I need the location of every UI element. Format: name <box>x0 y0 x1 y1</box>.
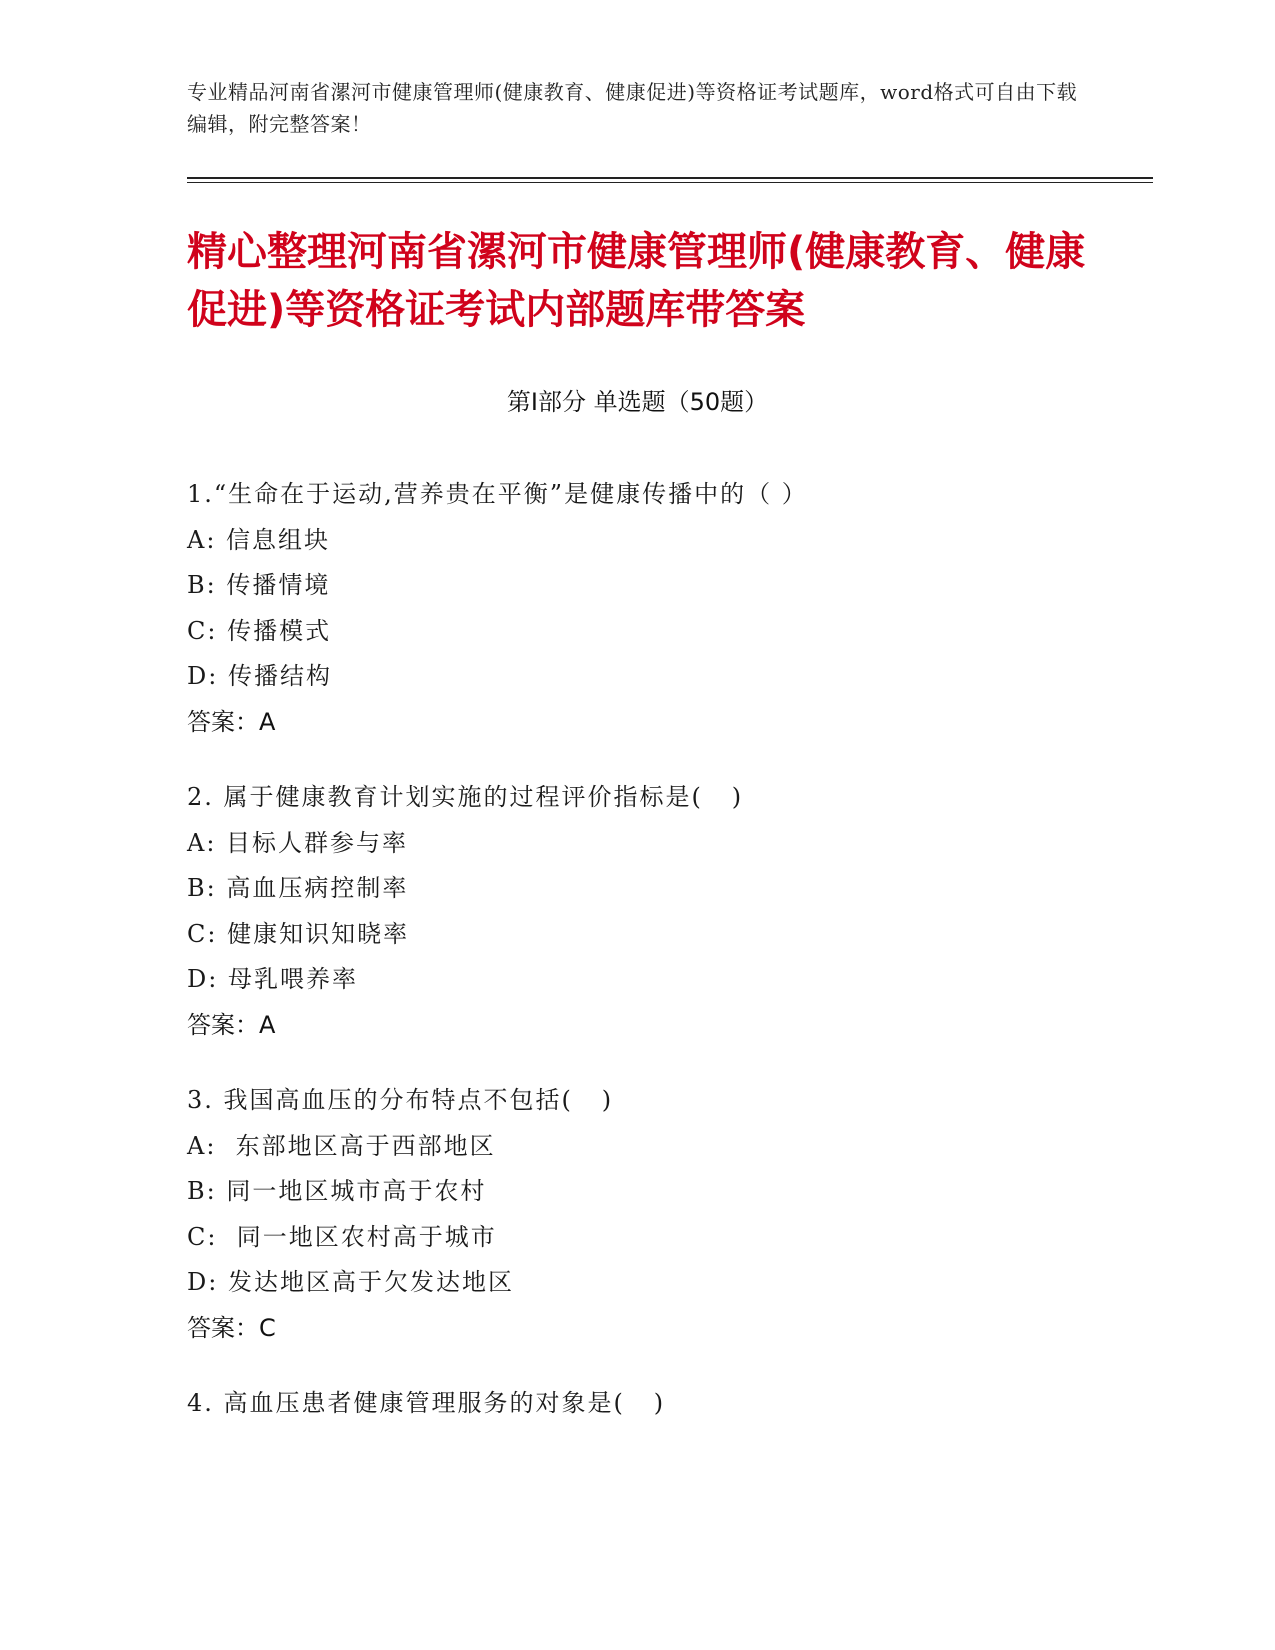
option-c: C: 同一地区农村高于城市 <box>187 1222 497 1251</box>
option-a: A: 东部地区高于西部地区 <box>187 1131 496 1160</box>
option-a: A: 信息组块 <box>187 525 331 554</box>
document-title: 精心整理河南省漯河市健康管理师(健康教育、健康促进)等资格证考试内部题库带答案 <box>187 229 1086 333</box>
header-divider-thick <box>187 177 1153 179</box>
question-2 <box>187 775 1147 1048</box>
question-3 <box>187 1078 1147 1351</box>
option-b: B: 传播情境 <box>187 571 331 599</box>
question-4 <box>187 1381 1147 1427</box>
option-c: C: 传播模式 <box>187 616 332 645</box>
question-stem: 2. 属于健康教育计划实施的过程评价指标是( ) <box>187 783 744 811</box>
question-stem: 1.“生命在于运动,营养贵在平衡”是健康传播中的（ ） <box>187 480 808 508</box>
option-d: D: 传播结构 <box>187 662 332 690</box>
question-1 <box>187 472 1147 745</box>
option-b: B: 同一地区城市高于农村 <box>187 1177 487 1205</box>
question-list <box>187 472 1147 1457</box>
question-stem: 3. 我国高血压的分布特点不包括( ) <box>187 1086 614 1114</box>
answer: 答案：A <box>187 707 276 736</box>
option-d: D: 发达地区高于欠发达地区 <box>187 1268 514 1296</box>
option-c: C: 健康知识知晓率 <box>187 919 410 948</box>
option-a: A: 目标人群参与率 <box>187 828 409 857</box>
section-title: 第Ⅰ部分 单选题（50题） <box>506 388 769 416</box>
header-divider-thin <box>187 182 1153 183</box>
answer: 答案：C <box>187 1313 276 1342</box>
answer: 答案：A <box>187 1010 276 1039</box>
option-d: D: 母乳喂养率 <box>187 965 358 993</box>
option-b: B: 高血压病控制率 <box>187 874 409 902</box>
question-stem: 4. 高血压患者健康管理服务的对象是( ) <box>187 1389 666 1417</box>
header-note: 专业精品河南省漯河市健康管理师(健康教育、健康促进)等资格证考试题库，word格式可自由下载编辑，附完整答案！ <box>187 80 1078 136</box>
